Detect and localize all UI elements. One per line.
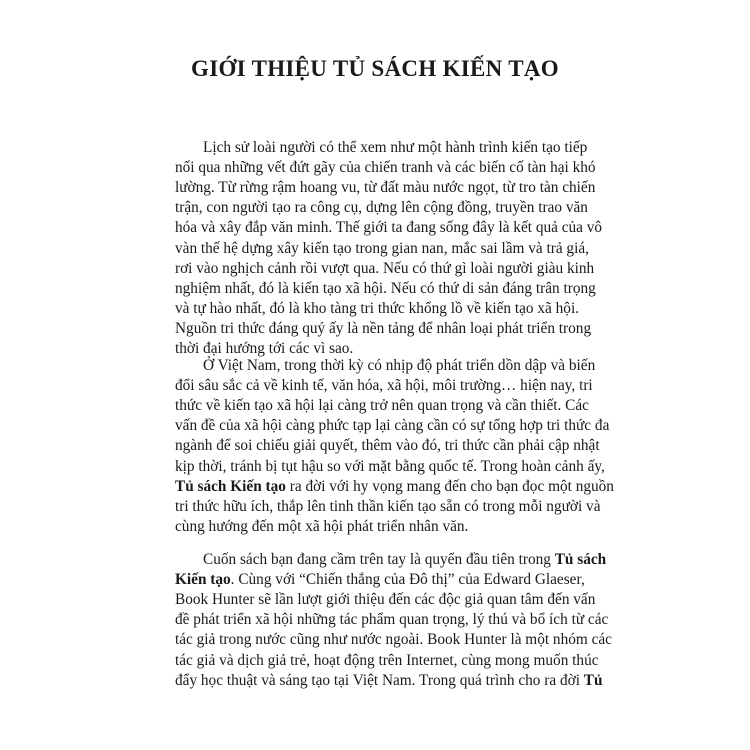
text-line xyxy=(175,497,601,517)
text-line xyxy=(203,356,596,376)
text-run: lường. Từ rừng rậm hoang vu, từ đất màu nước ngọt, từ tro tàn chiến xyxy=(175,179,596,197)
text-line xyxy=(175,299,580,319)
text-run: đề phát triển xã hội những tác phẩm quan trọng, lý thú và bổ ích từ các xyxy=(175,611,609,629)
text-line xyxy=(175,630,612,650)
page-title: GIỚI THIỆU TỦ SÁCH KIẾN TẠO xyxy=(191,56,559,81)
text-run: đẩy học thuật và sáng tạo tại Việt Nam. Trong quá trình cho ra đời xyxy=(175,671,584,689)
text-run: ra đời với hy vọng mang đến cho bạn đọc một nguồn xyxy=(285,477,614,495)
text-line xyxy=(175,590,596,610)
text-run: cùng hướng đến một xã hội phát triển nhân văn. xyxy=(175,517,469,535)
text-line xyxy=(203,138,588,158)
bold-text: Tủ sách Kiến tạo xyxy=(175,477,286,495)
text-line xyxy=(175,376,593,396)
text-line xyxy=(175,279,596,299)
text-run: vấn đề của xã hội càng phức tạp lại càng cần có sự tổng hợp tri thức đa xyxy=(175,417,610,435)
text-run: và tự hào nhất, đó là kho tàng tri thức khổng lồ về kiến tạo xã hội. xyxy=(175,299,580,317)
text-run: vàn thế hệ dựng xây kiến tạo trong gian nan, mắc sai lầm và trả giá, xyxy=(175,239,589,257)
text-run: Lịch sử loài người có thể xem như một hành trình kiến tạo tiếp xyxy=(203,139,588,156)
text-line xyxy=(175,477,614,497)
text-line xyxy=(175,570,585,590)
text-run: nối qua những vết đứt gãy của chiến tranh và các biến cố tàn hại khó xyxy=(175,159,596,177)
text-run: tác giả trong nước cũng như nước ngoài. Book Hunter là một nhóm các xyxy=(175,631,612,649)
text-line xyxy=(175,436,600,456)
text-line xyxy=(175,416,610,436)
text-run: thời đại hướng tới các vì sao. xyxy=(175,340,354,357)
text-line xyxy=(175,178,596,198)
text-run: ngành để soi chiếu giải quyết, thêm vào đó, tri thức cần phải cập nhật xyxy=(175,437,600,455)
text-run: Nguồn tri thức đáng quý ấy là nền tảng để nhân loại phát triển trong xyxy=(175,319,592,337)
text-run: nghiệm nhất, đó là kiến tạo xã hội. Nếu có thứ di sản đáng trân trọng xyxy=(175,279,596,297)
bold-text: Tủ sách xyxy=(554,551,607,568)
text-line xyxy=(175,218,603,238)
text-run: tri thức hữu ích, thắp lên tinh thần kiến tạo sẵn có trong mỗi người và xyxy=(175,497,601,515)
text-run: rơi vào nghịch cảnh rồi vượt qua. Nếu có thứ gì loài người giàu kinh xyxy=(175,259,595,277)
text-line xyxy=(175,457,605,477)
text-line xyxy=(175,517,567,537)
text-run: kịp thời, tránh bị tụt hậu so với mặt bằng quốc tế. Trong hoàn cảnh ấy, xyxy=(175,457,605,475)
text-run: hóa và xây đắp văn minh. Thế giới ta đang sống đây là kết quả của vô xyxy=(175,219,603,237)
text-run: tác giả và dịch giả trẻ, hoạt động trên Internet, cùng mong muốn thúc xyxy=(175,651,599,669)
text-line xyxy=(175,610,609,630)
text-line xyxy=(175,651,599,671)
text-run: Ở Việt Nam, trong thời kỳ có nhịp độ phát triển dồn dập và biến xyxy=(203,357,596,374)
text-run: Book Hunter sẽ lần lượt giới thiệu đến các độc giả quan tâm đến vấn xyxy=(175,591,596,609)
text-line xyxy=(175,671,603,691)
text-run: thức về kiến tạo xã hội lại càng trở nên quan trọng và cần thiết. Các xyxy=(175,397,589,415)
bold-text: Kiến tạo xyxy=(175,571,231,589)
text-line xyxy=(175,198,588,218)
text-line xyxy=(203,550,607,570)
text-line xyxy=(175,259,595,279)
text-line xyxy=(175,158,596,178)
text-line xyxy=(175,396,589,416)
text-run: đổi sâu sắc cả về kinh tế, văn hóa, xã hội, môi trường… hiện nay, tri xyxy=(175,377,593,395)
text-run: . Cùng với “Chiến thắng của Đô thị” của Edward Glaeser, xyxy=(230,571,585,589)
text-line xyxy=(175,319,592,339)
bold-text: Tủ xyxy=(583,671,603,689)
text-run: Cuốn sách bạn đang cầm trên tay là quyển đầu tiên trong xyxy=(203,551,555,568)
text-line xyxy=(175,239,589,259)
text-run: trận, con người tạo ra công cụ, dựng lên cộng đồng, truyền trao văn xyxy=(175,199,588,217)
